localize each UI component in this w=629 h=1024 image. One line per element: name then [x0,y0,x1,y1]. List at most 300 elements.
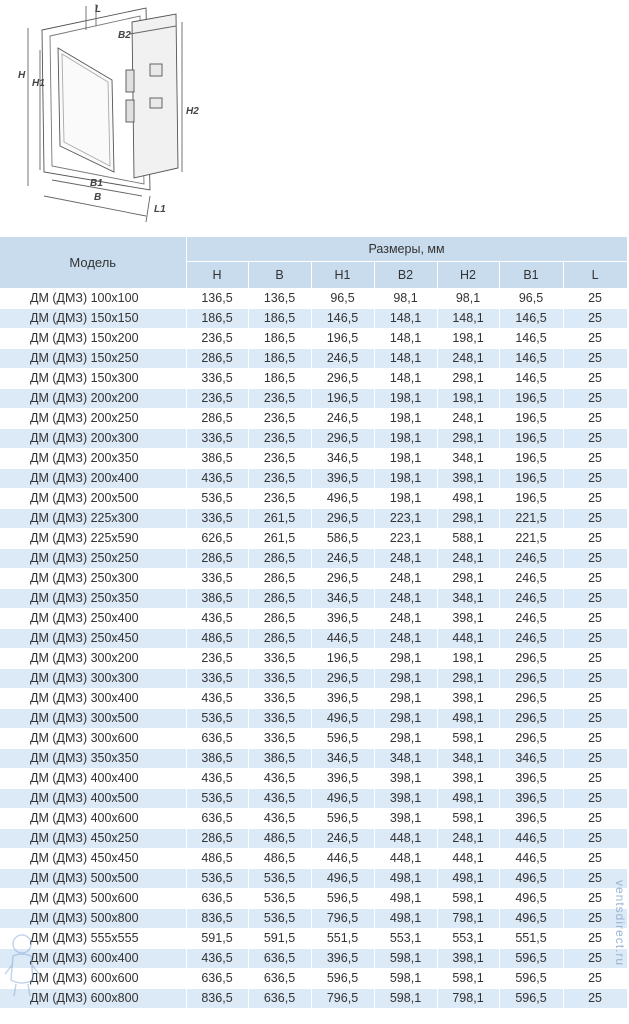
table-row [0,469,627,489]
cell-H2: 98,1 [437,289,499,309]
cell-B1: 296,5 [499,709,563,729]
cell-H1: 446,5 [311,629,374,649]
cell-B1: 396,5 [499,809,563,829]
cell-H: 536,5 [186,489,248,509]
cell-L: 25 [563,969,627,989]
cell-B2: 298,1 [374,709,437,729]
cell-H: 536,5 [186,789,248,809]
cell-H2: 298,1 [437,669,499,689]
cell-L: 25 [563,929,627,949]
cell-H2: 398,1 [437,609,499,629]
cell-H2: 598,1 [437,809,499,829]
cell-L: 25 [563,449,627,469]
cell-H2: 348,1 [437,589,499,609]
cell-H: 286,5 [186,829,248,849]
cell-H: 536,5 [186,709,248,729]
cell-H2: 498,1 [437,489,499,509]
cell-H1: 496,5 [311,789,374,809]
cell-L: 25 [563,549,627,569]
cell-H1: 496,5 [311,869,374,889]
cell-H2: 298,1 [437,429,499,449]
cell-H2: 588,1 [437,529,499,549]
cell-B1: 446,5 [499,849,563,869]
cell-B1: 496,5 [499,869,563,889]
model-cell: ДМ (ДМЗ) 300x600 [0,729,186,749]
cell-H2: 248,1 [437,549,499,569]
cell-B2: 498,1 [374,909,437,929]
cell-B: 536,5 [248,909,311,929]
cell-H: 636,5 [186,889,248,909]
model-column-header: Модель [0,237,186,289]
table-row [0,629,627,649]
cell-B2: 298,1 [374,649,437,669]
cell-H: 386,5 [186,749,248,769]
table-row [0,669,627,689]
table-row [0,729,627,749]
cell-H: 436,5 [186,949,248,969]
cell-H1: 346,5 [311,589,374,609]
table-row [0,789,627,809]
cell-B1: 246,5 [499,569,563,589]
cell-H: 626,5 [186,529,248,549]
cell-H: 486,5 [186,629,248,649]
cell-L: 25 [563,489,627,509]
cell-L: 25 [563,689,627,709]
cell-H: 836,5 [186,909,248,929]
cell-H1: 396,5 [311,769,374,789]
cell-B: 286,5 [248,569,311,589]
cell-B2: 248,1 [374,629,437,649]
cell-H2: 598,1 [437,889,499,909]
cell-H2: 398,1 [437,949,499,969]
cell-B1: 96,5 [499,289,563,309]
cell-B2: 98,1 [374,289,437,309]
cell-L: 25 [563,709,627,729]
cell-H1: 396,5 [311,469,374,489]
table-row [0,369,627,389]
model-cell: ДМ (ДМЗ) 225x590 [0,529,186,549]
cell-H1: 146,5 [311,309,374,329]
cell-H: 336,5 [186,429,248,449]
model-cell: ДМ (ДМЗ) 450x250 [0,829,186,849]
cell-B: 286,5 [248,609,311,629]
dimensions-table [0,237,628,1009]
cell-H: 591,5 [186,929,248,949]
model-cell: ДМ (ДМЗ) 200x350 [0,449,186,469]
cell-L: 25 [563,309,627,329]
cell-B1: 296,5 [499,729,563,749]
cell-H2: 148,1 [437,309,499,329]
model-cell: ДМ (ДМЗ) 500x500 [0,869,186,889]
cell-B2: 348,1 [374,749,437,769]
cell-L: 25 [563,609,627,629]
model-cell: ДМ (ДМЗ) 350x350 [0,749,186,769]
cell-B2: 298,1 [374,689,437,709]
cell-H2: 448,1 [437,629,499,649]
model-cell: ДМ (ДМЗ) 400x500 [0,789,186,809]
cell-B: 236,5 [248,489,311,509]
cell-B2: 198,1 [374,429,437,449]
cell-B: 336,5 [248,689,311,709]
cell-H: 336,5 [186,509,248,529]
cell-B1: 596,5 [499,949,563,969]
cell-H1: 796,5 [311,909,374,929]
cell-H2: 598,1 [437,729,499,749]
cell-H2: 198,1 [437,329,499,349]
cell-B: 186,5 [248,349,311,369]
cell-B2: 448,1 [374,829,437,849]
cell-H2: 248,1 [437,829,499,849]
cell-H1: 296,5 [311,569,374,589]
cell-B: 336,5 [248,709,311,729]
table-row [0,829,627,849]
table-row [0,449,627,469]
cell-B: 386,5 [248,749,311,769]
cell-H: 436,5 [186,609,248,629]
cell-H2: 398,1 [437,689,499,709]
column-header-H2: H2 [437,262,499,289]
cell-B1: 146,5 [499,329,563,349]
cell-L: 25 [563,649,627,669]
cell-H1: 196,5 [311,649,374,669]
table-row [0,349,627,369]
table-row [0,989,627,1009]
cell-B2: 298,1 [374,669,437,689]
cell-H1: 346,5 [311,449,374,469]
cell-H: 236,5 [186,329,248,349]
cell-L: 25 [563,589,627,609]
cell-H: 236,5 [186,649,248,669]
model-cell: ДМ (ДМЗ) 150x200 [0,329,186,349]
cell-L: 25 [563,949,627,969]
cell-H1: 246,5 [311,829,374,849]
table-row [0,429,627,449]
cell-B1: 446,5 [499,829,563,849]
cell-B2: 223,1 [374,529,437,549]
model-cell: ДМ (ДМЗ) 300x200 [0,649,186,669]
cell-B2: 198,1 [374,469,437,489]
cell-H2: 498,1 [437,789,499,809]
cell-H2: 498,1 [437,869,499,889]
table-row [0,869,627,889]
cell-L: 25 [563,989,627,1009]
cell-H1: 246,5 [311,549,374,569]
table-row [0,809,627,829]
cell-B: 261,5 [248,529,311,549]
cell-B2: 148,1 [374,349,437,369]
cell-B2: 148,1 [374,369,437,389]
cell-H2: 598,1 [437,969,499,989]
cell-H2: 298,1 [437,509,499,529]
model-cell: ДМ (ДМЗ) 250x350 [0,589,186,609]
cell-L: 25 [563,849,627,869]
cell-H: 386,5 [186,449,248,469]
model-cell: ДМ (ДМЗ) 300x300 [0,669,186,689]
cell-H1: 296,5 [311,369,374,389]
table-row [0,749,627,769]
table-row [0,289,627,309]
table-row [0,649,627,669]
cell-H1: 496,5 [311,709,374,729]
cell-H2: 398,1 [437,469,499,489]
table-row [0,489,627,509]
cell-H1: 596,5 [311,969,374,989]
table-row [0,329,627,349]
cell-B1: 196,5 [499,409,563,429]
cell-B1: 146,5 [499,309,563,329]
cell-B2: 598,1 [374,949,437,969]
cell-H1: 346,5 [311,749,374,769]
table-row [0,929,627,949]
cell-B: 236,5 [248,389,311,409]
cell-B: 186,5 [248,369,311,389]
cell-L: 25 [563,569,627,589]
cell-H1: 296,5 [311,429,374,449]
cell-B2: 598,1 [374,989,437,1009]
table-row [0,389,627,409]
cell-H: 336,5 [186,569,248,589]
cell-B: 486,5 [248,849,311,869]
table-row [0,509,627,529]
cell-L: 25 [563,329,627,349]
cell-H2: 348,1 [437,749,499,769]
table-row [0,549,627,569]
model-cell: ДМ (ДМЗ) 250x450 [0,629,186,649]
model-cell: ДМ (ДМЗ) 400x400 [0,769,186,789]
cell-H2: 298,1 [437,369,499,389]
cell-H: 136,5 [186,289,248,309]
column-header-B2: B2 [374,262,437,289]
cell-H1: 796,5 [311,989,374,1009]
model-cell: ДМ (ДМЗ) 450x450 [0,849,186,869]
cell-L: 25 [563,509,627,529]
cell-B: 286,5 [248,549,311,569]
label-H2: H2 [186,106,199,117]
cell-H2: 298,1 [437,569,499,589]
model-cell: ДМ (ДМЗ) 300x400 [0,689,186,709]
cell-L: 25 [563,669,627,689]
cell-B1: 396,5 [499,789,563,809]
cell-B: 236,5 [248,469,311,489]
table-row [0,909,627,929]
cell-B: 136,5 [248,289,311,309]
cell-B2: 598,1 [374,969,437,989]
cell-B1: 221,5 [499,509,563,529]
model-cell: ДМ (ДМЗ) 500x600 [0,889,186,909]
cell-B: 436,5 [248,789,311,809]
model-cell: ДМ (ДМЗ) 600x400 [0,949,186,969]
cell-L: 25 [563,369,627,389]
cell-H: 436,5 [186,769,248,789]
cell-B1: 196,5 [499,469,563,489]
model-cell: ДМ (ДМЗ) 600x600 [0,969,186,989]
cell-B1: 196,5 [499,429,563,449]
cell-B1: 296,5 [499,689,563,709]
cell-B1: 296,5 [499,669,563,689]
cell-B2: 148,1 [374,309,437,329]
cell-H2: 398,1 [437,769,499,789]
cell-B: 336,5 [248,669,311,689]
model-cell: ДМ (ДМЗ) 200x400 [0,469,186,489]
model-cell: ДМ (ДМЗ) 250x250 [0,549,186,569]
column-header-B: B [248,262,311,289]
cell-L: 25 [563,809,627,829]
cell-L: 25 [563,909,627,929]
cell-L: 25 [563,889,627,909]
cell-H1: 496,5 [311,489,374,509]
cell-B: 186,5 [248,309,311,329]
model-cell: ДМ (ДМЗ) 300x500 [0,709,186,729]
label-H1: H1 [32,78,45,89]
cell-B: 486,5 [248,829,311,849]
cell-B2: 148,1 [374,329,437,349]
label-B1: B1 [90,178,103,189]
model-cell: ДМ (ДМЗ) 500x800 [0,909,186,929]
cell-B1: 246,5 [499,589,563,609]
cell-H2: 248,1 [437,349,499,369]
table-row [0,889,627,909]
cell-B: 436,5 [248,809,311,829]
model-cell: ДМ (ДМЗ) 555x555 [0,929,186,949]
cell-H: 486,5 [186,849,248,869]
cell-B1: 221,5 [499,529,563,549]
cell-H: 336,5 [186,369,248,389]
cell-B1: 346,5 [499,749,563,769]
column-header-B1: B1 [499,262,563,289]
cell-L: 25 [563,349,627,369]
cell-H1: 246,5 [311,349,374,369]
cell-H1: 246,5 [311,409,374,429]
cell-B: 336,5 [248,649,311,669]
cell-H1: 96,5 [311,289,374,309]
label-L1: L1 [154,204,166,215]
cell-H1: 596,5 [311,729,374,749]
cell-H: 286,5 [186,409,248,429]
table-row [0,569,627,589]
cell-B2: 448,1 [374,849,437,869]
model-cell: ДМ (ДМЗ) 200x200 [0,389,186,409]
model-cell: ДМ (ДМЗ) 200x300 [0,429,186,449]
cell-B2: 498,1 [374,869,437,889]
cell-B: 591,5 [248,929,311,949]
cell-H: 536,5 [186,869,248,889]
cell-B: 236,5 [248,449,311,469]
label-B: B [94,192,102,203]
cell-L: 25 [563,869,627,889]
cell-H2: 448,1 [437,849,499,869]
table-row [0,689,627,709]
cell-B1: 496,5 [499,889,563,909]
cell-B1: 596,5 [499,989,563,1009]
cell-B2: 498,1 [374,889,437,909]
table-row [0,589,627,609]
cell-L: 25 [563,789,627,809]
table-row [0,769,627,789]
cell-H1: 396,5 [311,609,374,629]
cell-H: 636,5 [186,969,248,989]
cell-B2: 248,1 [374,589,437,609]
cell-H: 286,5 [186,349,248,369]
cell-B1: 596,5 [499,969,563,989]
model-cell: ДМ (ДМЗ) 150x300 [0,369,186,389]
cell-B: 336,5 [248,729,311,749]
cell-B: 286,5 [248,629,311,649]
cell-B2: 553,1 [374,929,437,949]
cell-H: 186,5 [186,309,248,329]
cell-B: 636,5 [248,969,311,989]
cell-B1: 196,5 [499,449,563,469]
cell-B2: 248,1 [374,569,437,589]
model-cell: ДМ (ДМЗ) 150x150 [0,309,186,329]
model-cell: ДМ (ДМЗ) 200x250 [0,409,186,429]
column-header-L: L [563,262,627,289]
cell-B1: 551,5 [499,929,563,949]
table-row [0,529,627,549]
cell-B1: 196,5 [499,389,563,409]
table-row [0,709,627,729]
cell-B2: 198,1 [374,389,437,409]
table-body [0,289,627,1009]
table-row [0,409,627,429]
cell-B1: 496,5 [499,909,563,929]
cell-B2: 198,1 [374,489,437,509]
model-cell: ДМ (ДМЗ) 150x250 [0,349,186,369]
label-L: L [95,4,102,15]
cell-B1: 246,5 [499,629,563,649]
cell-H: 636,5 [186,729,248,749]
label-H: H [18,70,26,81]
cell-B: 636,5 [248,989,311,1009]
cell-B2: 248,1 [374,549,437,569]
column-header-H1: H1 [311,262,374,289]
label-B2: B2 [118,30,131,41]
cell-H2: 348,1 [437,449,499,469]
cell-H2: 798,1 [437,909,499,929]
cell-B1: 396,5 [499,769,563,789]
cell-B1: 246,5 [499,609,563,629]
dimensions-group-header: Размеры, мм [186,237,627,262]
cell-H2: 248,1 [437,409,499,429]
cell-B2: 248,1 [374,609,437,629]
cell-B2: 223,1 [374,509,437,529]
hatch-technical-drawing [0,0,200,232]
cell-B: 186,5 [248,329,311,349]
cell-L: 25 [563,749,627,769]
model-cell: ДМ (ДМЗ) 225x300 [0,509,186,529]
cell-H1: 196,5 [311,329,374,349]
cell-H1: 596,5 [311,889,374,909]
cell-L: 25 [563,729,627,749]
cell-B2: 298,1 [374,729,437,749]
cell-H: 336,5 [186,669,248,689]
mascot-watermark-icon [2,930,42,1000]
cell-L: 25 [563,389,627,409]
cell-H2: 198,1 [437,649,499,669]
table-row [0,849,627,869]
cell-B: 636,5 [248,949,311,969]
cell-H1: 596,5 [311,809,374,829]
cell-H1: 196,5 [311,389,374,409]
cell-H1: 586,5 [311,529,374,549]
cell-B1: 146,5 [499,349,563,369]
table-row [0,309,627,329]
cell-B2: 198,1 [374,409,437,429]
cell-B: 236,5 [248,409,311,429]
cell-H: 436,5 [186,689,248,709]
cell-L: 25 [563,469,627,489]
cell-B: 261,5 [248,509,311,529]
model-cell: ДМ (ДМЗ) 100x100 [0,289,186,309]
